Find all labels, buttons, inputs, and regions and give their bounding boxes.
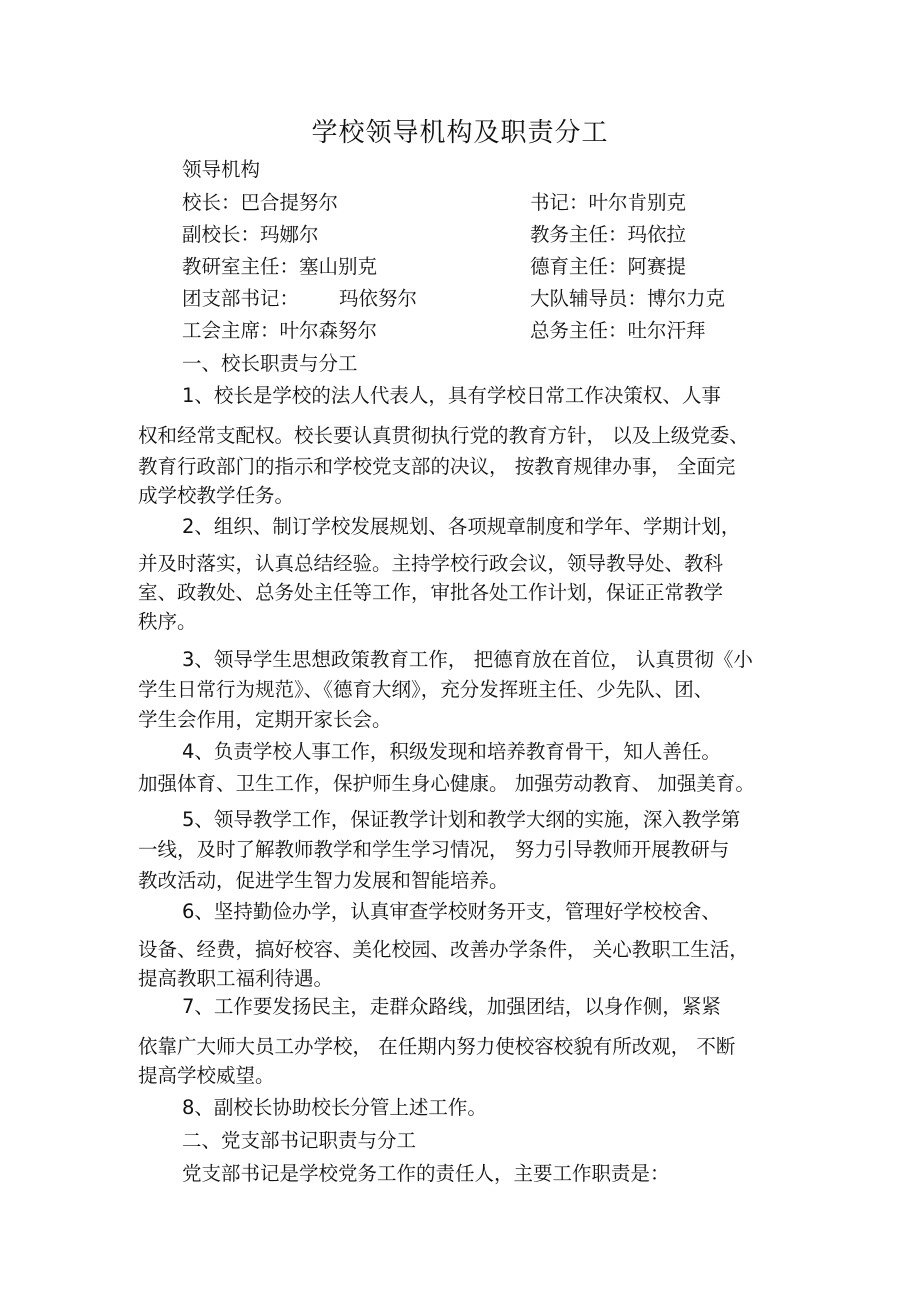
item-number: 3 <box>182 648 195 671</box>
item-number: 2 <box>182 515 195 538</box>
item-2-line-4: 秩序。 <box>138 610 197 633</box>
roster-secretary: 书记：叶尔肯别克 <box>530 191 687 214</box>
item-5-line-3: 教改活动，促进学生智力发展和智能培养。 <box>138 869 509 892</box>
item-6-line-3: 提高教职工福利待遇。 <box>138 967 334 990</box>
roster-league-name: 玛依努尔 <box>339 287 418 310</box>
roster-league-secretary <box>182 285 417 313</box>
item-2-line-2: 并及时落实，认真总结经验。主持学校行政会议，领导教导处、教科 <box>138 552 724 575</box>
item-number: 5 <box>182 808 195 831</box>
item-6-line-1: 6、坚持勤俭办学，认真审查学校财务开支，管理好学校校舍、 <box>182 900 721 923</box>
org-heading: 领导机构 <box>182 158 261 181</box>
roster-league-role: 团支部书记： <box>182 287 300 310</box>
item-3-line-2: 学生日常行为规范》、《德育大纲》，充分发挥班主任、少先队、团、 <box>138 678 714 701</box>
section2-intro: 党支部书记是学校党务工作的责任人，主要工作职责是： <box>182 1162 670 1185</box>
section1-heading: 一、校长职责与分工 <box>182 352 358 375</box>
roster-general-affairs: 总务主任：吐尔汗拜 <box>530 319 706 342</box>
item-3-line-1: 3、领导学生思想政策教育工作， 把德育放在首位， 认真贯彻《小 <box>182 648 753 671</box>
page-title: 学校领导机构及职责分工 <box>311 118 609 148</box>
item-4-line-1: 4、负责学校人事工作，积级发现和培养教育骨干，知人善任。 <box>182 740 721 763</box>
item-6-line-2: 设备、经费，搞好校容、美化校园、改善办学条件， 关心教职工生活， <box>138 938 749 961</box>
item-1-line-2: 权和经常支配权。校长要认真贯彻执行党的教育方针， 以及上级党委、 <box>138 424 749 447</box>
item-8-line-1: 8、副校长协助校长分管上述工作。 <box>182 1096 487 1119</box>
item-number: 4 <box>182 740 195 763</box>
roster-vice-principal: 副校长：玛娜尔 <box>182 223 319 246</box>
item-3-line-3: 学生会作用，定期开家长会。 <box>138 708 392 731</box>
item-1-line-3: 教育行政部门的指示和学校党支部的决议， 按教育规律办事， 全面完 <box>138 455 736 478</box>
item-1-line-4: 成学校教学任务。 <box>138 484 295 507</box>
item-number: 1 <box>182 384 195 407</box>
item-7-line-3: 提高学校威望。 <box>138 1064 275 1087</box>
item-1-line-1: 1、校长是学校的法人代表人，具有学校日常工作决策权、人事 <box>182 384 721 407</box>
item-number: 6 <box>182 900 195 923</box>
roster-principal: 校长：巴合提努尔 <box>182 191 339 214</box>
item-7-line-2: 依靠广大师大员工办学校， 在任期内努力使校容校貌有所改观， 不断 <box>138 1035 736 1058</box>
item-2-line-3: 室、政教处、总务处主任等工作，审批各处工作计划，保证正常教学 <box>138 581 724 604</box>
item-5-line-2: 一线，及时了解教师教学和学生学习情况， 努力引导教师开展教研与 <box>138 838 730 861</box>
item-4-line-2: 加强体育、卫生工作，保护师生身心健康。 加强劳动教育、 加强美育。 <box>138 772 755 795</box>
roster-research-director: 教研室主任：塞山别克 <box>182 255 378 278</box>
item-number: 7 <box>182 995 195 1018</box>
item-5-line-1: 5、领导教学工作，保证教学计划和教学大纲的实施，深入教学第 <box>182 808 741 831</box>
item-7-line-1: 7、工作要发扬民主，走群众路线，加强团结，以身作侧，紧紧 <box>182 995 721 1018</box>
item-2-line-1: 2、组织、制订学校发展规划、各项规章制度和学年、学期计划， <box>182 515 741 538</box>
roster-academic-director: 教务主任：玛依拉 <box>530 223 687 246</box>
section2-heading: 二、党支部书记职责与分工 <box>182 1129 417 1152</box>
roster-moral-director: 德育主任：阿赛提 <box>530 255 687 278</box>
roster-union-chair: 工会主席：叶尔森努尔 <box>182 319 378 342</box>
roster-brigade-counselor: 大队辅导员：博尔力克 <box>530 287 726 310</box>
item-number: 8 <box>182 1096 195 1119</box>
